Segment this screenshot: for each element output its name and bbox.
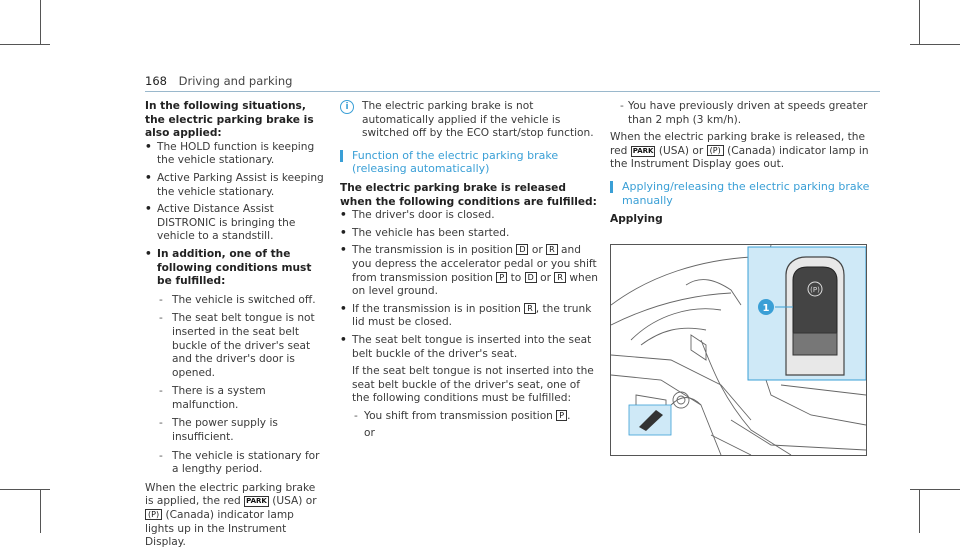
list-item: • The seat belt tongue is inserted into the seat belt buckle of the driver's seat. [340,334,600,361]
column-2 [340,100,600,441]
callout-number: 1 [762,303,770,314]
situations-heading: In the following situations, the electric parking brake is also applied: [145,100,314,140]
list-item: • The vehicle has been started. [340,227,600,241]
crop-mark [919,489,920,533]
column-3 [610,100,875,227]
item-text: or [540,271,552,284]
switch-p-symbol-icon: (P) [810,286,820,294]
item-text: to [510,271,522,284]
section-heading: Function of the electric parking brake (releasing automatically) [340,149,600,176]
paragraph-text: (Canada) indicator lamp lights up in the Instrument Display. [145,509,294,549]
gear-d-icon: D [525,272,537,283]
release-paragraph [610,131,875,172]
crop-mark [0,44,50,45]
list-item: • The driver's door is closed. [340,209,600,223]
crop-mark [0,489,50,490]
crop-mark [919,0,920,45]
park-lamp-icon: PARK [246,497,267,506]
list-item: - The vehicle is stationary for a lengthy period. [145,450,325,477]
paragraph-text: When the electric parking brake is released, the red [610,131,865,157]
list-item: • Active Parking Assist is keeping the vehicle stationary. [145,172,325,199]
item-text: You shift from transmission position [364,409,553,422]
section-heading: Applying/releasing the electric parking brake manually [610,180,875,207]
cockpit-drawing [611,245,866,455]
paragraph-text: (USA) or [272,495,317,508]
indicator-paragraph [145,482,325,550]
list-item: - The vehicle is switched off. [145,294,325,308]
page-number: 168 [145,74,167,88]
item-text: If the transmission is in position [352,302,521,315]
list-item: - The power supply is insufficient. [145,417,325,444]
gear-d-icon: D [516,244,528,255]
item-text: and you depress the accelerator pedal or you shift from transmission position [352,244,597,284]
parking-brake-lamp-icon: (P) [707,145,724,156]
page-header [145,74,292,88]
list-item [340,303,600,330]
park-lamp-icon: PARK [632,146,654,155]
parking-brake-lamp-icon: (P) [145,509,162,520]
item-text: or [531,244,543,257]
release-conditions-heading: The electric parking brake is released when the following conditions are fulfilled: [340,181,597,208]
paragraph-text: (USA) or [658,144,704,157]
gear-r-icon: R [554,272,566,283]
item-text: when on level ground. [352,271,598,298]
crop-mark [910,44,960,45]
note-text: The electric parking brake is not automatically applied if the vehicle is switched off by the ECO start/stop function. [362,100,594,140]
list-item: - The seat belt tongue is not inserted in the seat belt buckle of the driver's seat and the driver's door is opened. [145,312,325,380]
or-text: or [364,427,375,440]
crop-mark [910,489,960,490]
column-1 [145,100,325,550]
paragraph-text: When the electric parking brake is applied, the red [145,481,316,508]
list-item: - You have previously driven at speeds greater than 2 mph (3 km/h). [610,100,875,127]
crop-mark [40,0,41,45]
list-subparagraph: If the seat belt tongue is not inserted into the seat belt buckle of the driver's seat, one of the following conditions must be fulfilled: [352,365,594,405]
gear-p-icon: P [496,272,507,283]
note [340,100,600,141]
info-icon: i [340,100,354,114]
item-text: , the trunk lid must be closed. [352,302,592,329]
conditions-heading: • In addition, one of the following conditions must be fulfilled: [145,248,325,289]
parking-brake-illustration [610,244,867,456]
list-item: • The HOLD function is keeping the vehicle stationary. [145,141,325,168]
gear-r-icon: R [546,244,558,255]
gear-r-icon: R [524,303,536,314]
header-rule [145,91,880,92]
list-item: - You shift from transmission position P . [340,410,600,424]
section-title: Driving and parking [178,74,293,88]
gear-p-icon: P [556,410,567,421]
list-item [340,244,600,298]
item-text: The transmission is in position [352,244,513,257]
list-item: • Active Distance Assist DISTRONIC is bringing the vehicle to a standstill. [145,203,325,244]
crop-mark [40,489,41,533]
paragraph-text: (Canada) indicator lamp in the Instrument Display goes out. [610,144,869,171]
list-item: - There is a system malfunction. [145,385,325,412]
parking-brake-switch [793,267,837,333]
applying-subheading: Applying [610,213,663,226]
